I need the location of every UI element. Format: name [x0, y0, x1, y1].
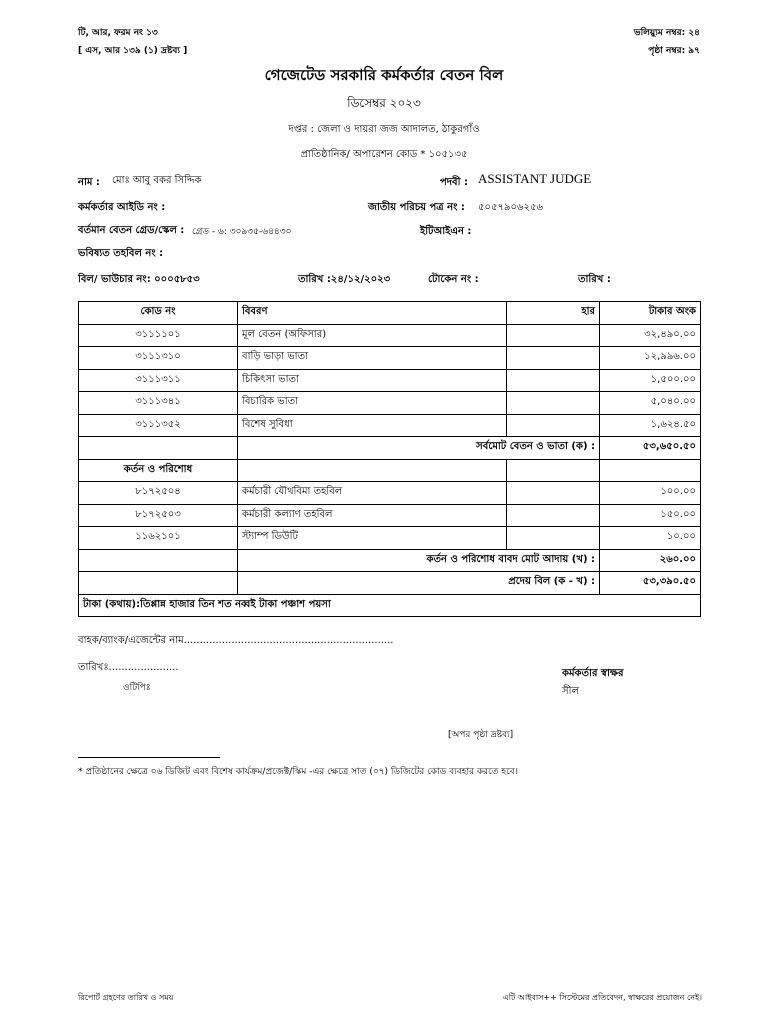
row-description: চিকিৎসা ভাতা: [238, 369, 507, 392]
volume-number: ভলিয়্যুম নম্বর: ২৪: [633, 28, 700, 38]
bill-table: [78, 301, 701, 617]
bill-date: তারিখ :২৪/১২/২০২৩: [298, 274, 391, 285]
row-code: ৩১১১১০১: [79, 324, 238, 347]
page-number: পৃষ্ঠা নম্বর: ৯৭: [648, 46, 700, 56]
net-payable-label: প্রদেয় বিল (ক - খ) :: [238, 572, 600, 595]
row-rate: [507, 347, 600, 370]
row-rate: [507, 369, 600, 392]
header-rate: হার: [507, 302, 600, 325]
gross-total-row: [79, 437, 701, 460]
rule-reference: [ এস, আর ১৩৯ (১) দ্রষ্টব্য ]: [78, 46, 188, 56]
pay-grade-label: বর্তমান বেতন গ্রেড/স্কেল :: [78, 225, 185, 236]
officer-signature-label: কর্মকর্তার স্বাক্ষর: [562, 668, 624, 679]
row-code: ৩১১১৩১০: [79, 347, 238, 370]
designation-label: পদবী :: [440, 177, 468, 188]
office-name: দপ্তর : জেলা ও দায়রা জজ আদালত, ঠাকুরগাঁও: [288, 124, 480, 135]
voucher-number: বিল/ ভাউচার নং: ০০০৫৮৫৩: [78, 274, 200, 285]
gross-total-label: সর্বমোট বেতন ও ভাতা (ক) :: [238, 437, 600, 460]
row-description: কর্মচারী কল্যাণ তহবিল: [238, 504, 507, 527]
date-line: তারিখঃ......................: [78, 662, 179, 673]
row-rate: [507, 414, 600, 437]
token-label: টোকেন নং :: [428, 274, 479, 285]
row-description: বাড়ি ভাড়া ভাতা: [238, 347, 507, 370]
deduction-heading-row: [79, 459, 701, 482]
name-value: মোঃ আবু বকর সিদ্দিক: [112, 175, 202, 186]
table-header-row: [79, 302, 701, 325]
amount-in-words-row: [79, 594, 701, 617]
net-payable-row: [79, 572, 701, 595]
header-description: বিবরণ: [238, 302, 507, 325]
table-row: [79, 392, 701, 415]
token-date-label: তারিখ :: [578, 274, 611, 285]
name-label: নাম :: [78, 177, 100, 188]
row-code: ১১৬২১০১: [79, 527, 238, 550]
row-amount: ১০.০০: [600, 527, 701, 550]
net-payable-value: ৫৩,৩৯০.৫০: [600, 572, 701, 595]
header-amount: টাকার অংক: [600, 302, 701, 325]
amount-in-words: টাকা (কথায়):তিপ্পান্ন হাজার তিন শত নব্বই টাকা পঞ্চাশ পয়সা: [79, 594, 701, 617]
operation-code: প্রাতিষ্ঠানিক/ অপারেশন কোড * ১০৫১৩৫: [300, 149, 468, 160]
row-description: স্ট্যাম্প ডিউটি: [238, 527, 507, 550]
row-rate: [507, 527, 600, 550]
table-row: [79, 414, 701, 437]
form-number: টি, আর, ফরম নং ১৩: [78, 28, 158, 38]
designation-value: ASSISTANT JUDGE: [478, 171, 592, 186]
row-amount: ৩২,৪৯০.০০: [600, 324, 701, 347]
system-report-note: এটি আইবাস++ সিস্টেমের প্রতিবেদন, স্বাক্ষরের প্রয়োজন নেই।: [502, 993, 702, 1002]
row-code: ৩১১১৩৪১: [79, 392, 238, 415]
tin-label: ইটিআইএন :: [420, 226, 472, 237]
row-code: ৩১১১৩১১: [79, 369, 238, 392]
bearer-name-line: বাহক/ব্যাংক/এজেন্টের নাম..................................................................: [78, 635, 394, 646]
provident-fund-label: ভবিষ্যত তহবিল নং :: [78, 248, 164, 259]
row-amount: ১৫০.০০: [600, 504, 701, 527]
footnote-divider: [78, 757, 220, 758]
table-row: [79, 504, 701, 527]
row-description: কর্মচারী যৌথবিমা তহবিল: [238, 482, 507, 505]
row-code: ৮১৭২৫০৩: [79, 504, 238, 527]
row-code: ৩১১১৩৫২: [79, 414, 238, 437]
row-amount: ১০০.০০: [600, 482, 701, 505]
row-rate: [507, 324, 600, 347]
table-row: [79, 324, 701, 347]
seal-label: সীল: [562, 686, 579, 697]
officer-id-label: কর্মকর্তার আইডি নং :: [78, 202, 166, 213]
row-description: বিশেষ সুবিধা: [238, 414, 507, 437]
table-row: [79, 347, 701, 370]
row-amount: ৫,০৪০.০০: [600, 392, 701, 415]
pay-grade-value: গ্রেড - ৬: ৩০৯৩৫-৬৪৪৩০: [192, 227, 292, 237]
table-row: [79, 369, 701, 392]
otp-label: ওটিপিঃ: [123, 683, 151, 693]
deduction-total-value: ২৬০.০০: [600, 549, 701, 572]
row-description: বিচারিক ভাতা: [238, 392, 507, 415]
row-rate: [507, 504, 600, 527]
row-rate: [507, 482, 600, 505]
row-amount: ১২,৯৯৬.০০: [600, 347, 701, 370]
nid-value: ৫০৫৭৯০৬২৫৬: [478, 202, 543, 213]
gross-total-value: ৫৩,৬৫০.৫০: [600, 437, 701, 460]
bill-title: গেজেটেড সরকারি কর্মকর্তার বেতন বিল: [264, 66, 504, 84]
see-overleaf-note: [অপর পৃষ্ঠা দ্রষ্টব্য]: [448, 730, 514, 740]
table-row: [79, 527, 701, 550]
report-time-label: রিপোর্ট গ্রহণের তারিখ ও সময়: [78, 993, 174, 1002]
row-rate: [507, 392, 600, 415]
bill-month: ডিসেম্বর ২০২৩: [347, 96, 421, 110]
header-code: কোড নং: [79, 302, 238, 325]
deduction-heading: কর্তন ও পরিশোধ: [79, 459, 238, 482]
deduction-total-label: কর্তন ও পরিশোধ বাবদ মোট আদায় (খ) :: [238, 549, 600, 572]
row-amount: ১,৫০০.০০: [600, 369, 701, 392]
nid-label: জাতীয় পরিচয় পত্র নং :: [368, 202, 465, 213]
deduction-total-row: [79, 549, 701, 572]
row-amount: ১,৬২৪.৫০: [600, 414, 701, 437]
footnote: * প্রতিষ্ঠানের ক্ষেত্রে ০৬ ডিজিট এবং বিশেষ কার্যক্রম/প্রজেক্ট/স্কিম -এর ক্ষেত্রে সাত (০৭) ডিজিটের কোড ব্যবহার করতে হবে।: [78, 767, 518, 777]
row-code: ৮১৭২৫০৪: [79, 482, 238, 505]
row-description: মূল বেতন (অফিসার): [238, 324, 507, 347]
table-row: [79, 482, 701, 505]
